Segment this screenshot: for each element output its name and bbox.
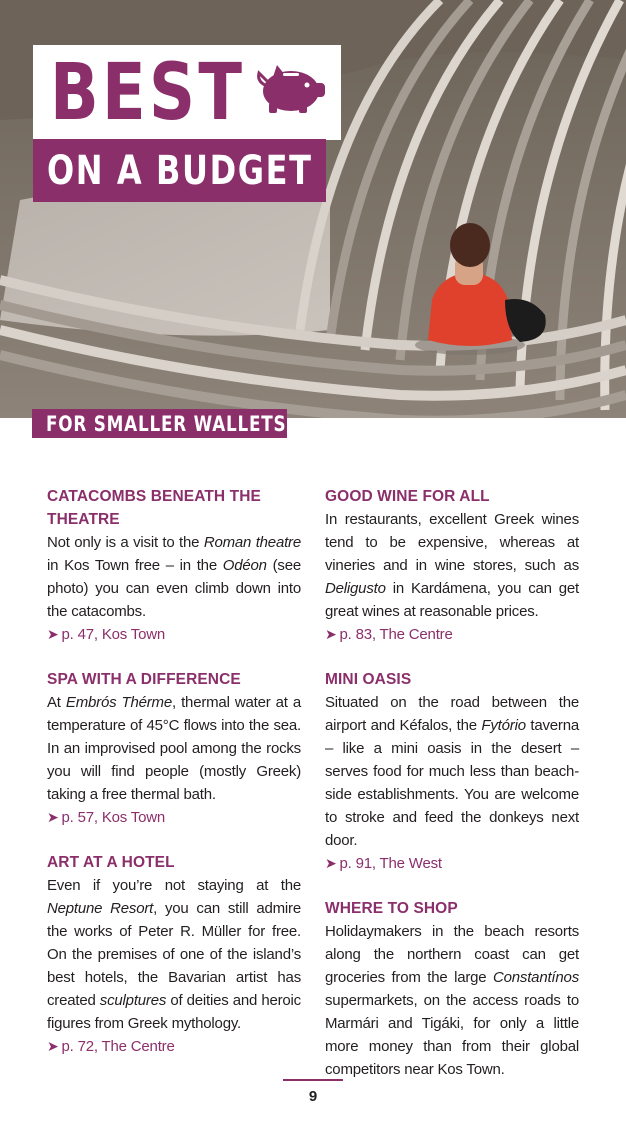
page-reference-text: p. 91, The West (339, 855, 442, 872)
tip-item (47, 485, 301, 646)
tip-body-text: , you can still admire the works of Peter R. Müller for free. On the premises of one of the island’s best hotels, the Bavarian artist has created (47, 900, 301, 1009)
tip-item (325, 668, 579, 875)
left-column (47, 485, 301, 1080)
tip-title: MINI OASIS (325, 671, 412, 688)
page-reference-text: p. 57, Kos Town (61, 809, 165, 826)
header-best-title: BEST (50, 48, 246, 138)
arrow-right-icon: ➤ (47, 1038, 59, 1054)
tip-body-text: (see photo) you can even climb down into the catacombs. (47, 557, 301, 620)
tip-body-text: taverna – like a mini oasis in the desert – serves food for much less than beach-side establishments. You are welcome to stroke and feed the donkeys next door. (325, 717, 579, 849)
tip-item (47, 851, 301, 1058)
tip-body (325, 508, 579, 623)
tip-body-text: In restaurants, excellent Greek wines tend to be expensive, whereas at vineries and in wine stores, such as (325, 511, 579, 574)
arrow-right-icon: ➤ (47, 809, 59, 825)
tip-body-text: supermarkets, on the access roads to Marmári and Tigáki, for only a little more money than from their global competitors near Kos Town. (325, 992, 579, 1078)
tip-title: WHERE TO SHOP (325, 900, 458, 917)
page-number: 9 (308, 1088, 318, 1105)
tip-body (325, 920, 579, 1081)
tip-body-emphasis: Embrós Thérme (65, 694, 172, 711)
header-budget-box (33, 139, 326, 202)
tip-item (47, 668, 301, 829)
page-reference-link[interactable] (325, 623, 579, 646)
tip-body-text: in Kos Town free – in the (47, 557, 223, 574)
tip-item (325, 485, 579, 646)
tip-body (47, 531, 301, 623)
arrow-right-icon: ➤ (47, 626, 59, 642)
tip-body-text: Even if you’re not staying at the (47, 877, 301, 894)
header-best-box (33, 45, 341, 140)
page-reference-link[interactable] (47, 623, 301, 646)
tip-body (325, 691, 579, 852)
tip-title: ART AT A HOTEL (47, 854, 175, 871)
tip-body-emphasis: Fytório (481, 717, 526, 734)
tip-body-emphasis: Odéon (222, 557, 267, 574)
tip-body-text: At (47, 694, 66, 711)
tip-body (47, 874, 301, 1035)
tip-body-text: in Kardámena, you can get great wines at reasonable prices. (325, 580, 579, 620)
header-budget-title: ON A BUDGET (47, 148, 313, 194)
tip-item (325, 897, 579, 1081)
tip-title: SPA WITH A DIFFERENCE (47, 671, 241, 688)
page-reference-link[interactable] (47, 1035, 301, 1058)
right-column (325, 485, 579, 1103)
tip-body-emphasis: Roman theatre (203, 534, 301, 551)
tip-title: CATACOMBS BENEATH THE THEATRE (47, 488, 261, 528)
piggy-bank-icon (253, 63, 333, 115)
page-reference-text: p. 72, The Centre (61, 1038, 175, 1055)
tip-body-emphasis: sculptures (99, 992, 167, 1009)
arrow-right-icon: ➤ (325, 626, 337, 642)
tip-body-text: of deities and heroic figures from Greek mythology. (47, 992, 301, 1032)
page-reference-link[interactable] (325, 852, 579, 875)
section-tag (32, 409, 287, 438)
arrow-right-icon: ➤ (325, 855, 337, 871)
section-tag-label: FOR SMALLER WALLETS (46, 412, 287, 436)
tip-body-text: , thermal water at a temperature of 45°C flows into the sea. In an improvised pool among the rocks you will find people (mostly Greek) taking a free thermal bath. (47, 694, 302, 803)
tip-body (47, 691, 301, 806)
tip-title: GOOD WINE FOR ALL (325, 488, 490, 505)
tip-body-emphasis: Deligusto (325, 580, 386, 597)
tip-body-emphasis: Neptune Resort (47, 900, 154, 917)
footer-divider (283, 1079, 343, 1081)
tip-body-text: Holidaymakers in the beach resorts along the northern coast can get groceries from the large (325, 923, 579, 986)
page-reference-text: p. 47, Kos Town (61, 626, 165, 643)
tip-body-emphasis: Constantínos (493, 969, 579, 986)
page-reference-link[interactable] (47, 806, 301, 829)
page-reference-text: p. 83, The Centre (339, 626, 453, 643)
tip-body-text: Not only is a visit to the (47, 534, 204, 551)
tip-body-text: Situated on the road between the airport and Kéfalos, the (325, 694, 579, 734)
